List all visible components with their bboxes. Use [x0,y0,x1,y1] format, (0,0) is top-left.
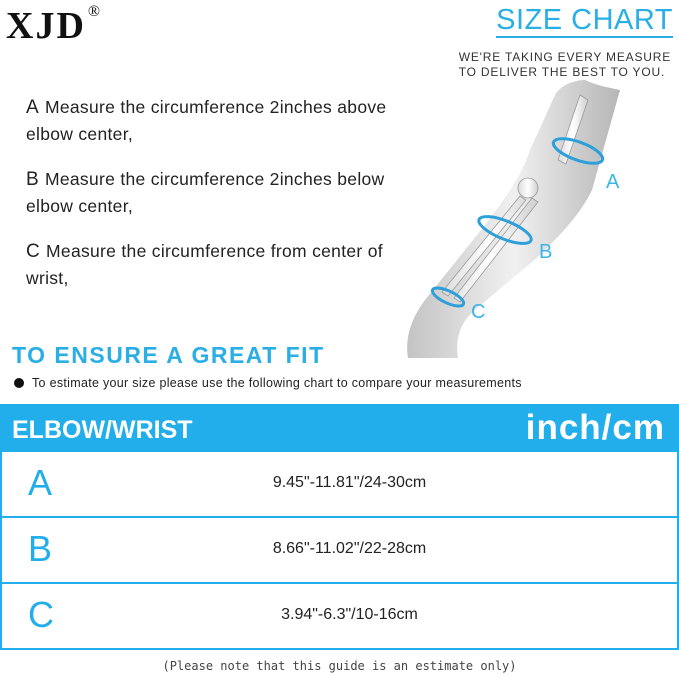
table-row [0,584,679,650]
table-row [0,452,679,518]
size-chart-title: SIZE CHART [496,4,673,36]
instruction-letter: C [26,241,41,262]
tagline-line-2: TO DELIVER THE BEST TO YOU. [458,65,666,79]
arm-silhouette [407,80,620,358]
brand-name: XJD [6,5,86,47]
instruction-text: Measure the circumference 2inches above elbow center, [26,97,387,144]
row-value: 9.45"-11.81"/24-30cm [272,474,427,491]
label-b: B [539,241,553,263]
row-value: 8.66"-11.02"/22-28cm [272,540,427,557]
fit-title: TO ENSURE A GREAT FIT [12,342,325,368]
instruction-text: Measure the circumference from center of wrist, [26,241,383,288]
label-a: A [606,171,620,193]
row-value: 3.94"-6.3"/10-16cm [281,606,418,623]
size-table [0,404,679,650]
header-left: ELBOW/WRIST [12,416,193,444]
table-header [0,404,679,452]
row-label: C [28,594,54,635]
bullet-icon [14,378,24,388]
fit-note [14,376,522,390]
elbow-joint [518,178,538,198]
instruction-a [26,94,426,148]
instruction-text: Measure the circumference 2inches below elbow center, [26,169,385,216]
row-label: A [28,462,53,503]
tagline-line-1: WE'RE TAKING EVERY MEASURE [458,50,671,64]
registered-mark: ® [87,3,103,21]
instruction-b [26,166,426,220]
row-label: B [28,528,53,569]
arm-illustration [380,40,679,360]
instruction-letter: A [26,97,39,118]
footer-note: (Please note that this guide is an estimate only) [162,659,517,673]
label-c: C [471,301,486,323]
brand-logo [6,4,102,48]
instruction-letter: B [26,169,39,190]
fit-note-text: To estimate your size please use the following chart to compare your measurements [32,376,522,390]
instruction-c [26,238,426,292]
table-row [0,518,679,584]
header-right: inch/cm [525,408,665,447]
measurement-instructions [26,94,426,310]
